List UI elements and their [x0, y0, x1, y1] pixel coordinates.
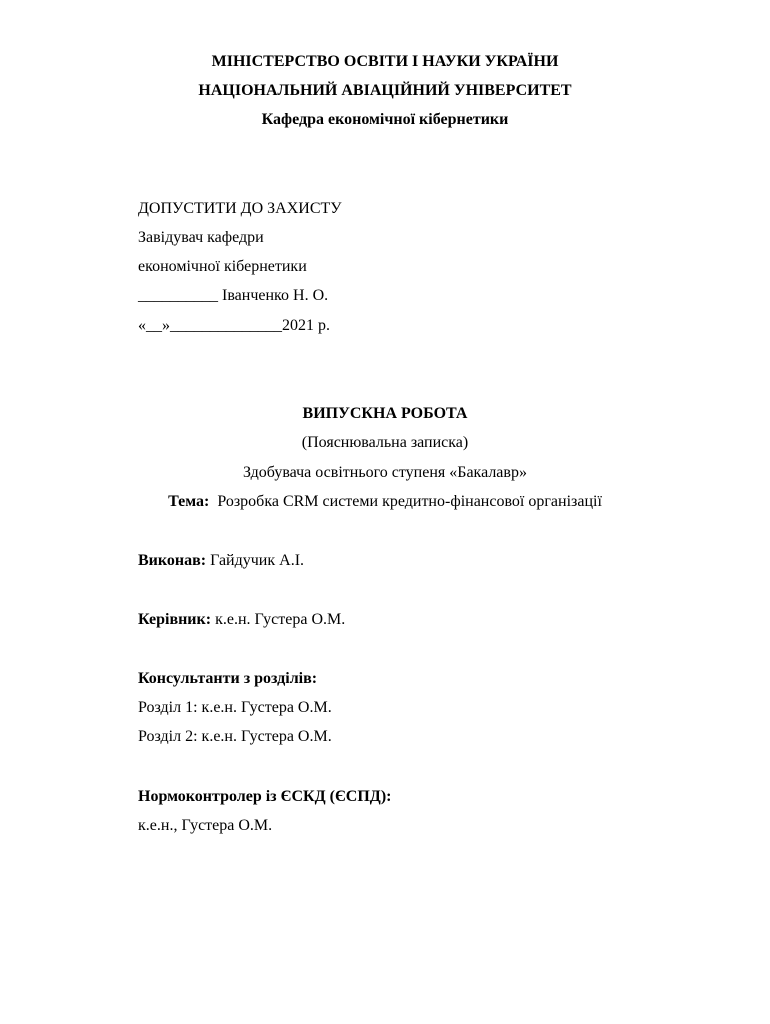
topic-label: Тема: [168, 493, 210, 510]
department-heading: Кафедра економічної кібернетики [261, 111, 509, 128]
work-subtitle: (Пояснювальна записка) [301, 434, 469, 451]
author-value: Гайдучик А.І. [206, 552, 305, 569]
consultant-section-2: Розділ 2: к.е.н. Густера О.М. [138, 728, 332, 745]
supervisor-line [138, 610, 345, 630]
normcontrol-value: к.е.н., Густера О.М. [138, 817, 273, 834]
head-of-department-signature: __________ Іванченко Н. О. [138, 287, 329, 304]
consultants-label: Консультанти з розділів: [138, 670, 318, 687]
consultant-section-1: Розділ 1: к.е.н. Густера О.М. [138, 699, 332, 716]
admit-to-defense: ДОПУСТИТИ ДО ЗАХИСТУ [138, 200, 342, 217]
university-heading: НАЦІОНАЛЬНИЙ АВІАЦІЙНИЙ УНІВЕРСИТЕТ [198, 82, 572, 99]
ministry-heading: МІНІСТЕРСТВО ОСВІТИ І НАУКИ УКРАЇНИ [211, 53, 559, 70]
supervisor-label: Керівник: [138, 611, 212, 628]
author-label: Виконав: [138, 552, 207, 569]
topic-value: Розробка CRM системи кредитно-фінансової організації [209, 493, 602, 510]
supervisor-value: к.е.н. Густера О.М. [211, 611, 346, 628]
head-of-department-title: Завідувач кафедри [138, 229, 264, 246]
degree-line: Здобувача освітнього ступеня «Бакалавр» [243, 464, 527, 481]
head-of-department-dept: економічної кібернетики [138, 258, 307, 275]
approval-date: «__»______________2021 р. [138, 317, 330, 334]
author-line [138, 551, 304, 571]
normcontrol-label: Нормоконтролер із ЄСКД (ЄСПД): [138, 788, 392, 805]
topic-line [0, 492, 770, 512]
work-title: ВИПУСКНА РОБОТА [302, 405, 468, 422]
